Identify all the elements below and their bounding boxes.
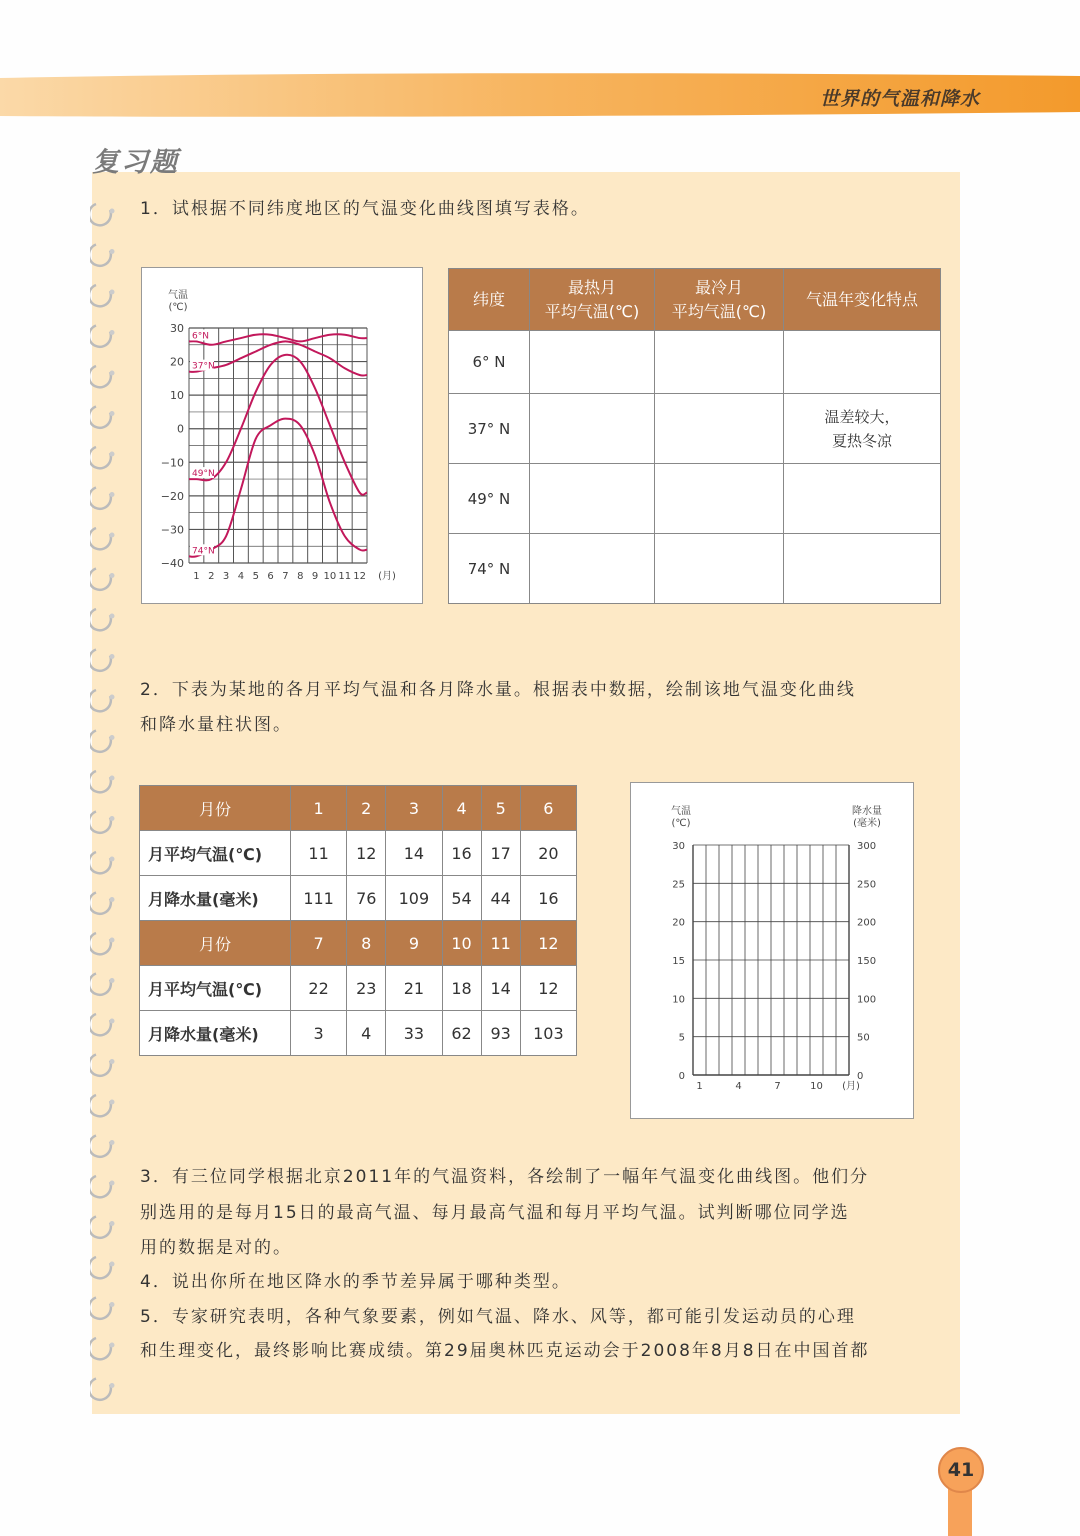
latitude-cell: 37° N: [449, 394, 530, 464]
series-label: 49°N: [192, 469, 215, 480]
ring-icon: [90, 366, 111, 387]
ring-hole-icon: [110, 573, 115, 578]
right-tick-label: 50: [857, 1032, 870, 1044]
question-5-line-2: 和生理变化，最终影响比赛成绩。第29届奥林匹克运动会于2008年8月8日在中国首都: [140, 1341, 870, 1361]
table-row: [449, 534, 941, 604]
series-label: 74°N: [192, 546, 215, 557]
ring-icon: [90, 285, 111, 306]
month-cell: 5: [481, 786, 520, 831]
left-tick-label: 25: [672, 879, 685, 891]
y-tick-label: 0: [177, 422, 184, 436]
ring-icon: [90, 1136, 111, 1157]
latitude-cell: 6° N: [449, 331, 530, 394]
month-cell: 3: [386, 786, 442, 831]
ring-hole-icon: [110, 776, 115, 781]
ring-hole-icon: [110, 1302, 115, 1307]
ring-icon: [90, 933, 111, 954]
y-axis-label: 气温: [168, 290, 188, 301]
precipitation-cell: 16: [520, 876, 576, 921]
ring-hole-icon: [110, 614, 115, 619]
table-row: [449, 464, 941, 534]
answer-cell[interactable]: [655, 464, 784, 534]
question-1-text: 1．试根据不同纬度地区的气温变化曲线图填写表格。: [140, 199, 590, 219]
ring-hole-icon: [110, 654, 115, 659]
month-cell: 9: [386, 921, 442, 966]
ring-hole-icon: [110, 897, 115, 902]
ring-hole-icon: [110, 290, 115, 295]
right-tick-label: 150: [857, 956, 877, 967]
month-cell: 1: [291, 786, 347, 831]
table-row: [449, 331, 941, 394]
temperature-cell: 18: [442, 966, 481, 1011]
right-tick-label: 100: [857, 994, 877, 1006]
x-tick-label: 8: [297, 571, 304, 582]
x-tick-label: 10: [810, 1081, 823, 1092]
month-header: 月份: [140, 786, 291, 831]
temperature-cell: 14: [386, 831, 442, 876]
section-title: 复习题: [92, 147, 179, 178]
question-3-line-2: 别选用的是每月15日的最高气温、每月最高气温和每月平均气温。试判断哪位同学选: [140, 1203, 850, 1223]
x-tick-label: 1: [696, 1081, 703, 1092]
y-tick-label: −20: [160, 489, 184, 503]
question-2-text-line-1: 2．下表为某地的各月平均气温和各月降水量。根据表中数据，绘制该地气温变化曲线: [140, 680, 856, 700]
ring-icon: [90, 407, 111, 428]
ring-icon: [90, 569, 111, 590]
y-tick-label: −40: [160, 557, 184, 570]
month-cell: 8: [347, 921, 386, 966]
precipitation-cell: 4: [347, 1011, 386, 1056]
ring-hole-icon: [110, 492, 115, 497]
month-header: 月份: [140, 921, 291, 966]
climate-data-table: [139, 785, 577, 1056]
ring-icon: [90, 893, 111, 914]
right-axis-unit: (毫米): [853, 818, 881, 829]
ring-hole-icon: [110, 411, 115, 416]
left-tick-label: 10: [672, 994, 685, 1006]
ring-hole-icon: [110, 1140, 115, 1145]
precipitation-cell: 111: [291, 876, 347, 921]
question-2-text-line-2: 和降水量柱状图。: [140, 715, 292, 735]
ring-icon: [90, 488, 111, 509]
x-tick-label: 7: [282, 571, 289, 582]
ring-icon: [90, 771, 111, 792]
precipitation-cell: 33: [386, 1011, 442, 1056]
notebook-rings: [90, 190, 124, 1410]
ring-hole-icon: [110, 1100, 115, 1105]
series-label: 37°N: [192, 361, 215, 372]
precipitation-cell: 76: [347, 876, 386, 921]
right-tick-label: 250: [857, 879, 877, 891]
x-tick-label: 2: [208, 571, 215, 582]
left-tick-label: 15: [672, 956, 685, 967]
ring-hole-icon: [110, 1221, 115, 1226]
table-row: [449, 394, 941, 464]
answer-cell[interactable]: [784, 464, 941, 534]
ring-icon: [90, 1217, 111, 1238]
ring-hole-icon: [110, 816, 115, 821]
left-tick-label: 20: [672, 917, 685, 929]
ring-icon: [90, 690, 111, 711]
right-tick-label: 200: [857, 917, 877, 929]
ring-icon: [90, 852, 111, 873]
x-tick-label: 6: [267, 571, 274, 582]
header-warmest-month: 最热月 平均气温(℃): [530, 269, 655, 331]
ring-icon: [90, 528, 111, 549]
x-tick-label: 4: [735, 1081, 742, 1092]
temperature-cell: 12: [520, 966, 576, 1011]
temperature-cell: 14: [481, 966, 520, 1011]
temperature-cell: 17: [481, 831, 520, 876]
temperature-cell: 22: [291, 966, 347, 1011]
latitude-cell: 74° N: [449, 534, 530, 604]
answer-cell[interactable]: [530, 464, 655, 534]
question-4-text: 4．说出你所在地区降水的季节差异属于哪种类型。: [140, 1272, 571, 1292]
left-tick-label: 30: [672, 841, 685, 852]
month-cell: 10: [442, 921, 481, 966]
answer-cell-filled: 温差较大， 夏热冬凉: [784, 394, 941, 464]
question-5-line-1: 5．专家研究表明，各种气象要素，例如气温、降水、风等，都可能引发运动员的心理: [140, 1307, 856, 1327]
ring-icon: [90, 447, 111, 468]
ring-hole-icon: [110, 938, 115, 943]
x-tick-label: 11: [338, 571, 352, 582]
temperature-label: 月平均气温(℃): [140, 831, 291, 876]
ring-hole-icon: [110, 1343, 115, 1348]
ring-icon: [90, 1176, 111, 1197]
ring-icon: [90, 609, 111, 630]
latitude-temperature-chart-box: [141, 267, 423, 604]
latitude-temperature-chart: [142, 268, 422, 603]
answer-cell[interactable]: [655, 534, 784, 604]
month-cell: 6: [520, 786, 576, 831]
precipitation-cell: 103: [520, 1011, 576, 1056]
precipitation-cell: 109: [386, 876, 442, 921]
y-tick-label: 20: [170, 355, 184, 369]
temperature-label: 月平均气温(℃): [140, 966, 291, 1011]
answer-cell[interactable]: [655, 331, 784, 394]
precipitation-cell: 3: [291, 1011, 347, 1056]
page-tab: [948, 1486, 972, 1536]
right-axis-label: 降水量: [852, 806, 882, 817]
ring-hole-icon: [110, 1181, 115, 1186]
x-unit-label: (月): [378, 571, 396, 582]
ring-hole-icon: [110, 330, 115, 335]
ring-hole-icon: [110, 695, 115, 700]
ring-icon: [90, 1338, 111, 1359]
header-coldest-month: 最冷月 平均气温(℃): [655, 269, 784, 331]
x-tick-label: 9: [311, 571, 319, 582]
x-tick-label: 1: [193, 571, 200, 582]
left-tick-label: 0: [678, 1071, 685, 1082]
blank-climate-chart: [631, 783, 913, 1118]
ring-hole-icon: [110, 978, 115, 983]
ring-hole-icon: [110, 735, 115, 740]
x-tick-label: 10: [323, 571, 337, 582]
temperature-cell: 11: [291, 831, 347, 876]
header-annual-change: 气温年变化特点: [784, 269, 941, 331]
ring-hole-icon: [110, 1019, 115, 1024]
precipitation-cell: 93: [481, 1011, 520, 1056]
right-tick-label: 0: [857, 1071, 864, 1082]
left-axis-unit: (℃): [671, 818, 691, 829]
ring-icon: [90, 731, 111, 752]
month-cell: 2: [347, 786, 386, 831]
x-tick-label: 5: [252, 571, 259, 582]
right-tick-label: 300: [857, 841, 877, 852]
ring-icon: [90, 974, 111, 995]
y-tick-label: 30: [170, 322, 184, 335]
x-tick-label: 4: [237, 571, 245, 582]
ring-hole-icon: [110, 249, 115, 254]
latitude-cell: 49° N: [449, 464, 530, 534]
page-number: 41: [938, 1447, 984, 1493]
ring-hole-icon: [110, 371, 115, 376]
y-axis-unit: (℃): [168, 302, 188, 313]
ring-hole-icon: [110, 857, 115, 862]
precipitation-cell: 44: [481, 876, 520, 921]
chapter-title: 世界的气温和降水: [819, 88, 980, 110]
x-unit-label: (月): [842, 1081, 860, 1092]
ring-hole-icon: [110, 209, 115, 214]
answer-cell[interactable]: [530, 331, 655, 394]
ring-hole-icon: [110, 1383, 115, 1388]
month-cell: 4: [442, 786, 481, 831]
ring-icon: [90, 204, 111, 225]
ring-icon: [90, 1014, 111, 1035]
ring-icon: [90, 1257, 111, 1278]
y-tick-label: −30: [160, 523, 184, 537]
month-cell: 7: [291, 921, 347, 966]
x-tick-label: 7: [774, 1081, 781, 1092]
blank-climate-chart-box: [630, 782, 914, 1119]
question-3-line-1: 3．有三位同学根据北京2011年的气温资料，各绘制了一幅年气温变化曲线图。他们分: [140, 1167, 870, 1187]
series-label: 6°N: [192, 331, 209, 342]
latitude-answer-table: [448, 268, 941, 604]
answer-cell[interactable]: [784, 331, 941, 394]
precipitation-cell: 54: [442, 876, 481, 921]
temperature-cell: 16: [442, 831, 481, 876]
month-cell: 11: [481, 921, 520, 966]
ring-hole-icon: [110, 1059, 115, 1064]
precipitation-label: 月降水量(毫米): [140, 876, 291, 921]
ring-icon: [90, 1298, 111, 1319]
ring-hole-icon: [110, 452, 115, 457]
x-tick-label: 3: [222, 571, 230, 582]
x-tick-label: 12: [353, 571, 366, 582]
ring-hole-icon: [110, 1262, 115, 1267]
precipitation-label: 月降水量(毫米): [140, 1011, 291, 1056]
y-tick-label: 10: [170, 389, 184, 403]
precipitation-cell: 62: [442, 1011, 481, 1056]
left-axis-label: 气温: [671, 806, 691, 817]
y-tick-label: −10: [160, 456, 184, 470]
header-latitude: 纬度: [449, 269, 530, 331]
left-tick-label: 5: [678, 1032, 685, 1044]
ring-icon: [90, 650, 111, 671]
question-3-line-3: 用的数据是对的。: [140, 1238, 292, 1258]
ring-icon: [90, 245, 111, 266]
ring-hole-icon: [110, 533, 115, 538]
temperature-cell: 21: [386, 966, 442, 1011]
month-cell: 12: [520, 921, 576, 966]
ring-icon: [90, 812, 111, 833]
ring-icon: [90, 1379, 111, 1400]
ring-icon: [90, 1055, 111, 1076]
answer-cell[interactable]: [655, 394, 784, 464]
answer-cell[interactable]: [784, 534, 941, 604]
ring-icon: [90, 1095, 111, 1116]
temperature-cell: 23: [347, 966, 386, 1011]
temperature-cell: 12: [347, 831, 386, 876]
answer-cell[interactable]: [530, 534, 655, 604]
ring-icon: [90, 326, 111, 347]
temperature-cell: 20: [520, 831, 576, 876]
answer-cell[interactable]: [530, 394, 655, 464]
